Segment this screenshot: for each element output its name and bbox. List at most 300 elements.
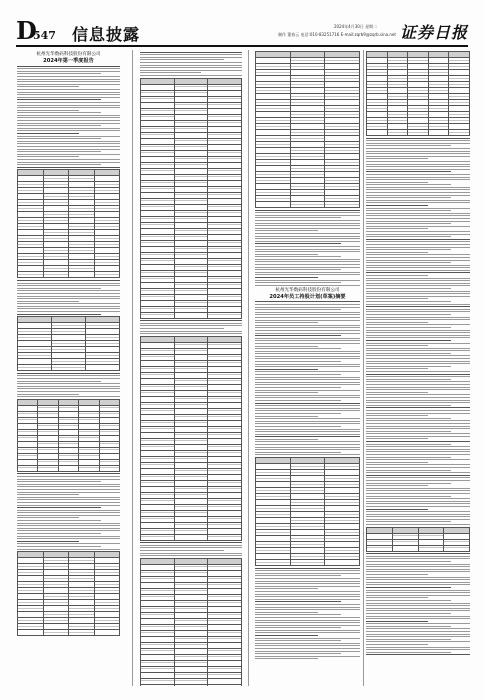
- text-line: [366, 639, 451, 640]
- text-line: [17, 151, 101, 152]
- column-3: [255, 50, 360, 686]
- table-cell: [43, 630, 69, 636]
- text-line: [17, 499, 120, 500]
- text-line: [140, 320, 242, 321]
- text-line: [17, 505, 120, 506]
- text-line: [366, 353, 451, 354]
- text-line: [366, 337, 470, 338]
- text-line: [255, 596, 360, 597]
- text-line: [255, 601, 341, 602]
- table-cell: [428, 130, 449, 136]
- text-line: [255, 441, 360, 442]
- text-line: [366, 202, 470, 203]
- text-line: [17, 117, 120, 118]
- text-line: [255, 384, 360, 385]
- text-line: [140, 550, 224, 551]
- text-line: [366, 485, 428, 486]
- column-1: [17, 50, 120, 686]
- text-line: [366, 446, 470, 447]
- text-line: [366, 652, 451, 653]
- text-line: [366, 496, 451, 497]
- text-line: [17, 497, 120, 498]
- text-line: [366, 400, 470, 401]
- text-line: [366, 368, 428, 369]
- text-line: [366, 514, 470, 515]
- table-cell: [367, 545, 393, 551]
- announcement-heading: [255, 288, 360, 300]
- body-text: [255, 210, 360, 286]
- text-line: [255, 333, 360, 334]
- text-line: [366, 195, 470, 196]
- text-line: [255, 575, 341, 576]
- holder-table: [366, 51, 470, 136]
- text-line: [17, 494, 79, 495]
- text-line: [255, 630, 360, 631]
- text-line: [255, 382, 360, 383]
- text-line: [255, 410, 360, 411]
- text-line: [255, 413, 341, 414]
- text-line: [255, 604, 360, 605]
- text-line: [366, 296, 470, 297]
- text-line: [17, 79, 120, 80]
- text-line: [255, 259, 360, 260]
- text-line: [366, 285, 470, 286]
- text-line: [366, 410, 470, 411]
- text-line: [366, 345, 428, 346]
- text-line: [366, 444, 451, 445]
- text-line: [255, 377, 360, 378]
- table-cell: [69, 272, 95, 278]
- text-line: [255, 282, 341, 283]
- text-line: [366, 330, 470, 331]
- text-line: [366, 488, 470, 489]
- text-line: [366, 275, 428, 276]
- text-line: [17, 525, 120, 526]
- text-line: [255, 429, 360, 430]
- table-cell: [141, 312, 175, 318]
- column-divider: [132, 50, 133, 686]
- text-line: [17, 378, 120, 379]
- text-line: [17, 97, 120, 98]
- section-title: 信息披露: [72, 25, 141, 44]
- text-line: [366, 459, 470, 460]
- issue-date: 2024年4月30日 星期二: [334, 24, 378, 29]
- text-line: [17, 314, 101, 315]
- balance-sheet-table: [140, 78, 242, 319]
- text-line: [255, 400, 341, 401]
- text-line: [17, 507, 101, 508]
- text-line: [140, 57, 242, 58]
- text-line: [17, 66, 120, 67]
- table-cell: [418, 545, 444, 551]
- text-line: [255, 651, 360, 652]
- text-line: [366, 311, 470, 312]
- text-line: [255, 230, 318, 231]
- text-line: [255, 251, 360, 252]
- text-line: [255, 444, 360, 445]
- column-2: [140, 50, 242, 686]
- text-line: [17, 290, 120, 291]
- masthead: [16, 16, 468, 45]
- text-line: [255, 220, 360, 221]
- text-line: [366, 174, 470, 175]
- text-line: [17, 533, 101, 534]
- text-line: [366, 267, 470, 268]
- text-line: [366, 605, 470, 606]
- table-cell: [208, 312, 242, 318]
- definitions-table: [255, 457, 360, 566]
- text-line: [366, 358, 470, 359]
- text-line: [366, 153, 470, 154]
- text-line: [140, 542, 242, 543]
- text-line: [366, 200, 470, 201]
- text-line: [366, 509, 428, 510]
- text-line: [17, 373, 120, 374]
- text-line: [366, 592, 470, 593]
- table-cell: [141, 684, 175, 686]
- text-line: [366, 561, 451, 562]
- text-line: [366, 145, 451, 146]
- table-cell: [208, 534, 242, 540]
- text-line: [17, 68, 120, 69]
- text-line: [255, 210, 360, 211]
- body-text: [140, 52, 242, 76]
- text-line: [366, 348, 470, 349]
- text-line: [366, 138, 470, 139]
- text-line: [366, 247, 470, 248]
- text-line: [366, 182, 428, 183]
- text-line: [366, 324, 470, 325]
- text-line: [366, 610, 470, 611]
- text-line: [366, 314, 451, 315]
- text-line: [17, 92, 120, 93]
- text-line: [366, 613, 451, 614]
- text-line: [255, 614, 341, 615]
- text-line: [366, 654, 470, 655]
- text-line: [17, 105, 120, 106]
- text-line: [17, 71, 120, 72]
- text-line: [366, 223, 451, 224]
- text-line: [255, 607, 360, 608]
- table-cell: [18, 465, 38, 471]
- text-line: [366, 278, 470, 279]
- text-line: [17, 536, 120, 537]
- text-line: [255, 622, 360, 623]
- text-line: [255, 330, 360, 331]
- text-line: [366, 213, 470, 214]
- text-line: [366, 379, 451, 380]
- text-line: [366, 228, 428, 229]
- text-line: [140, 59, 224, 60]
- text-line: [366, 577, 470, 578]
- text-line: [17, 159, 120, 160]
- text-line: [17, 381, 101, 382]
- text-line: [17, 89, 120, 90]
- text-line: [366, 283, 470, 284]
- text-line: [255, 307, 360, 308]
- text-line: [366, 244, 470, 245]
- table-cell: [43, 272, 69, 278]
- text-line: [17, 303, 120, 304]
- text-line: [366, 231, 470, 232]
- text-line: [255, 325, 360, 326]
- text-line: [140, 328, 224, 329]
- text-line: [17, 481, 101, 482]
- table-cell: [18, 272, 44, 278]
- text-line: [366, 431, 451, 432]
- text-line: [366, 644, 428, 645]
- text-line: [140, 545, 242, 546]
- text-line: [255, 620, 360, 621]
- text-line: [366, 483, 451, 484]
- text-line: [366, 480, 470, 481]
- text-line: [366, 171, 451, 172]
- text-line: [366, 420, 470, 421]
- text-line: [366, 366, 451, 367]
- text-line: [17, 138, 101, 139]
- text-line: [255, 236, 360, 237]
- text-line: [17, 388, 120, 389]
- page-number: 547: [33, 29, 56, 42]
- table-cell: [325, 202, 360, 208]
- text-line: [366, 298, 428, 299]
- text-line: [255, 249, 360, 250]
- text-line: [366, 197, 451, 198]
- text-line: [255, 351, 360, 352]
- text-line: [255, 416, 318, 417]
- table-cell: [141, 534, 175, 540]
- text-line: [366, 177, 470, 178]
- text-line: [255, 426, 341, 427]
- text-line: [140, 54, 242, 55]
- table-cell: [174, 534, 208, 540]
- text-line: [366, 218, 470, 219]
- text-line: [255, 327, 360, 328]
- text-line: [366, 603, 470, 604]
- text-line: [366, 516, 470, 517]
- text-line: [366, 558, 470, 559]
- text-line: [255, 353, 360, 354]
- text-line: [366, 418, 451, 419]
- text-line: [366, 608, 470, 609]
- table-cell: [58, 465, 78, 471]
- text-line: [366, 288, 451, 289]
- text-line: [17, 162, 120, 163]
- text-line: [366, 166, 470, 167]
- text-line: [366, 470, 451, 471]
- text-line: [255, 366, 360, 367]
- cash-flow-table: [140, 558, 242, 686]
- report-title: 2024年员工持股计划(草案)摘要: [269, 293, 346, 300]
- text-line: [17, 489, 120, 490]
- text-line: [255, 594, 360, 595]
- text-line: [17, 156, 79, 157]
- text-line: [366, 148, 470, 149]
- text-line: [255, 280, 360, 281]
- text-line: [255, 246, 360, 247]
- text-line: [255, 581, 360, 582]
- text-line: [366, 571, 470, 572]
- text-line: [17, 538, 120, 539]
- text-line: [255, 643, 360, 644]
- text-line: [366, 438, 428, 439]
- text-line: [366, 524, 470, 525]
- company-name: 杭州光华数码科技股份有限公司: [36, 52, 101, 57]
- text-line: [366, 340, 451, 341]
- text-line: [366, 636, 470, 637]
- text-line: [255, 387, 341, 388]
- text-line: [255, 215, 360, 216]
- text-line: [140, 323, 242, 324]
- text-line: [366, 239, 470, 240]
- text-line: [366, 519, 470, 520]
- text-line: [366, 249, 451, 250]
- text-line: [17, 386, 120, 387]
- text-line: [255, 379, 360, 380]
- text-line: [17, 510, 120, 511]
- text-line: [255, 390, 360, 391]
- text-line: [17, 301, 79, 302]
- table-cell: [79, 465, 99, 471]
- text-line: [255, 369, 318, 370]
- text-line: [140, 553, 242, 554]
- text-line: [366, 215, 470, 216]
- text-line: [17, 283, 120, 284]
- text-line: [366, 477, 470, 478]
- text-line: [17, 543, 120, 544]
- body-text: [17, 373, 120, 397]
- table-row: [256, 202, 360, 208]
- text-line: [366, 451, 470, 452]
- text-line: [366, 628, 470, 629]
- table-cell: [449, 130, 470, 136]
- table-row: [141, 312, 242, 318]
- text-line: [366, 621, 428, 622]
- text-line: [17, 492, 120, 493]
- text-line: [366, 553, 470, 554]
- table-cell: [290, 202, 325, 208]
- text-line: [366, 457, 451, 458]
- text-line: [255, 573, 360, 574]
- text-line: [140, 547, 242, 548]
- table-cell: [408, 130, 429, 136]
- text-line: [366, 433, 470, 434]
- text-line: [17, 94, 120, 95]
- text-line: [255, 225, 360, 226]
- text-line: [255, 638, 360, 639]
- table-cell: [367, 130, 388, 136]
- small-table: [366, 527, 470, 552]
- newspaper-logo: 证券日报: [399, 23, 468, 42]
- text-line: [255, 371, 360, 372]
- text-line: [17, 141, 120, 142]
- text-line: [255, 570, 360, 571]
- text-line: [366, 272, 470, 273]
- text-line: [17, 296, 120, 297]
- text-line: [366, 397, 470, 398]
- text-line: [17, 476, 120, 477]
- text-line: [366, 164, 470, 165]
- text-line: [366, 361, 470, 362]
- table-cell: [387, 130, 408, 136]
- table-cell: [86, 365, 120, 371]
- text-line: [366, 363, 470, 364]
- table-cell: [52, 365, 86, 371]
- text-line: [255, 241, 360, 242]
- balance-table: [17, 551, 120, 636]
- body-text: [366, 138, 470, 525]
- text-line: [366, 556, 470, 557]
- text-line: [255, 627, 341, 628]
- text-line: [366, 280, 470, 281]
- text-line: [17, 473, 120, 474]
- data-table: [17, 399, 120, 472]
- text-line: [17, 520, 101, 521]
- text-line: [255, 395, 360, 396]
- text-line: [366, 374, 470, 375]
- text-line: [17, 375, 120, 376]
- text-line: [366, 511, 470, 512]
- text-line: [17, 530, 120, 531]
- text-line: [255, 568, 360, 569]
- text-line: [366, 262, 451, 263]
- text-line: [366, 618, 470, 619]
- text-line: [255, 272, 360, 273]
- text-line: [366, 384, 470, 385]
- text-line: [255, 658, 318, 659]
- text-line: [366, 221, 470, 222]
- text-line: [255, 314, 360, 315]
- text-line: [366, 467, 470, 468]
- body-text: [255, 301, 360, 455]
- column-4: [366, 50, 470, 686]
- text-line: [17, 396, 120, 397]
- text-line: [366, 327, 451, 328]
- text-line: [255, 238, 360, 239]
- text-line: [255, 436, 360, 437]
- body-text: [366, 553, 470, 655]
- text-line: [140, 75, 242, 76]
- text-line: [255, 267, 360, 268]
- text-line: [255, 340, 360, 341]
- text-line: [255, 640, 341, 641]
- text-line: [366, 210, 451, 211]
- text-line: [366, 423, 470, 424]
- table-cell: [174, 684, 208, 686]
- text-line: [17, 86, 79, 87]
- text-line: [140, 333, 242, 334]
- text-line: [366, 143, 470, 144]
- text-line: [17, 298, 120, 299]
- body-text: [140, 542, 242, 556]
- table-cell: [18, 630, 44, 636]
- text-line: [255, 335, 341, 336]
- text-line: [366, 184, 451, 185]
- text-line: [366, 306, 470, 307]
- text-line: [255, 397, 360, 398]
- text-line: [140, 52, 242, 53]
- text-line: [255, 418, 360, 419]
- text-line: [255, 264, 360, 265]
- table-cell: [325, 560, 360, 566]
- text-line: [140, 67, 242, 68]
- text-line: [366, 169, 470, 170]
- text-line: [17, 383, 120, 384]
- text-line: [366, 151, 470, 152]
- text-line: [255, 322, 318, 323]
- table-cell: [256, 560, 291, 566]
- text-line: [366, 293, 470, 294]
